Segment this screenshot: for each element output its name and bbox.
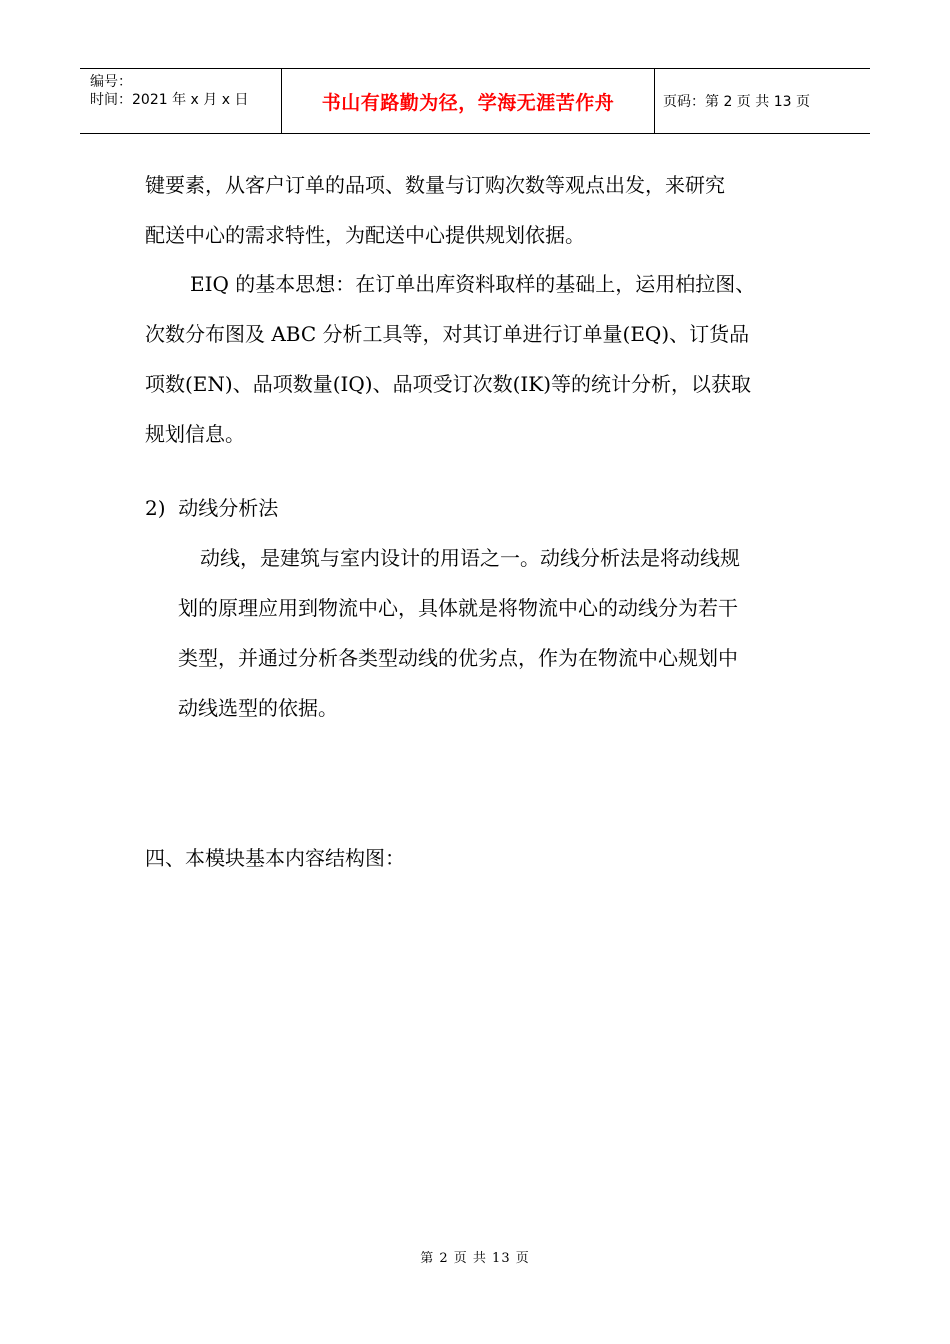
page-header	[80, 68, 870, 134]
paragraph-line: 配送中心的需求特性，为配送中心提供规划依据。	[145, 223, 585, 247]
paragraph-line: EIQ 的基本思想：在订单出库资料取样的基础上，运用柏拉图、	[190, 272, 756, 296]
page-footer: 第 2 页 共 13 页	[420, 1251, 530, 1266]
paragraph-line: 项数(EN)、品项数量(IQ)、品项受订次数(IK)等的统计分析，以获取	[145, 372, 752, 396]
paragraph-line: 动线选型的依据。	[178, 696, 338, 720]
header-motto-cell	[282, 69, 655, 133]
paragraph-line: 动线，是建筑与室内设计的用语之一。动线分析法是将动线规	[200, 546, 740, 570]
header-page-cell	[655, 69, 870, 133]
header-motto: 书山有路勤为径，学海无涯苦作舟	[321, 91, 615, 114]
document-number-label: 编号：	[90, 74, 132, 90]
paragraph-line: 次数分布图及 ABC 分析工具等，对其订单进行订单量(EQ)、订货品	[145, 322, 750, 346]
paragraph-line: 划的原理应用到物流中心，具体就是将物流中心的动线分为若干	[178, 596, 738, 620]
document-date: 时间：2021 年 x 月 x 日	[90, 92, 249, 108]
paragraph-line: 规划信息。	[145, 422, 245, 446]
paragraph-line: 键要素，从客户订单的品项、数量与订购次数等观点出发，来研究	[145, 173, 725, 197]
paragraph-line: 类型，并通过分析各类型动线的优劣点，作为在物流中心规划中	[178, 646, 738, 670]
subsection-heading: 2) 动线分析法	[145, 496, 279, 520]
section-heading: 四、本模块基本内容结构图：	[145, 846, 405, 870]
header-meta-cell	[80, 69, 282, 133]
header-page-info: 页码：第 2 页 共 13 页	[663, 94, 810, 110]
